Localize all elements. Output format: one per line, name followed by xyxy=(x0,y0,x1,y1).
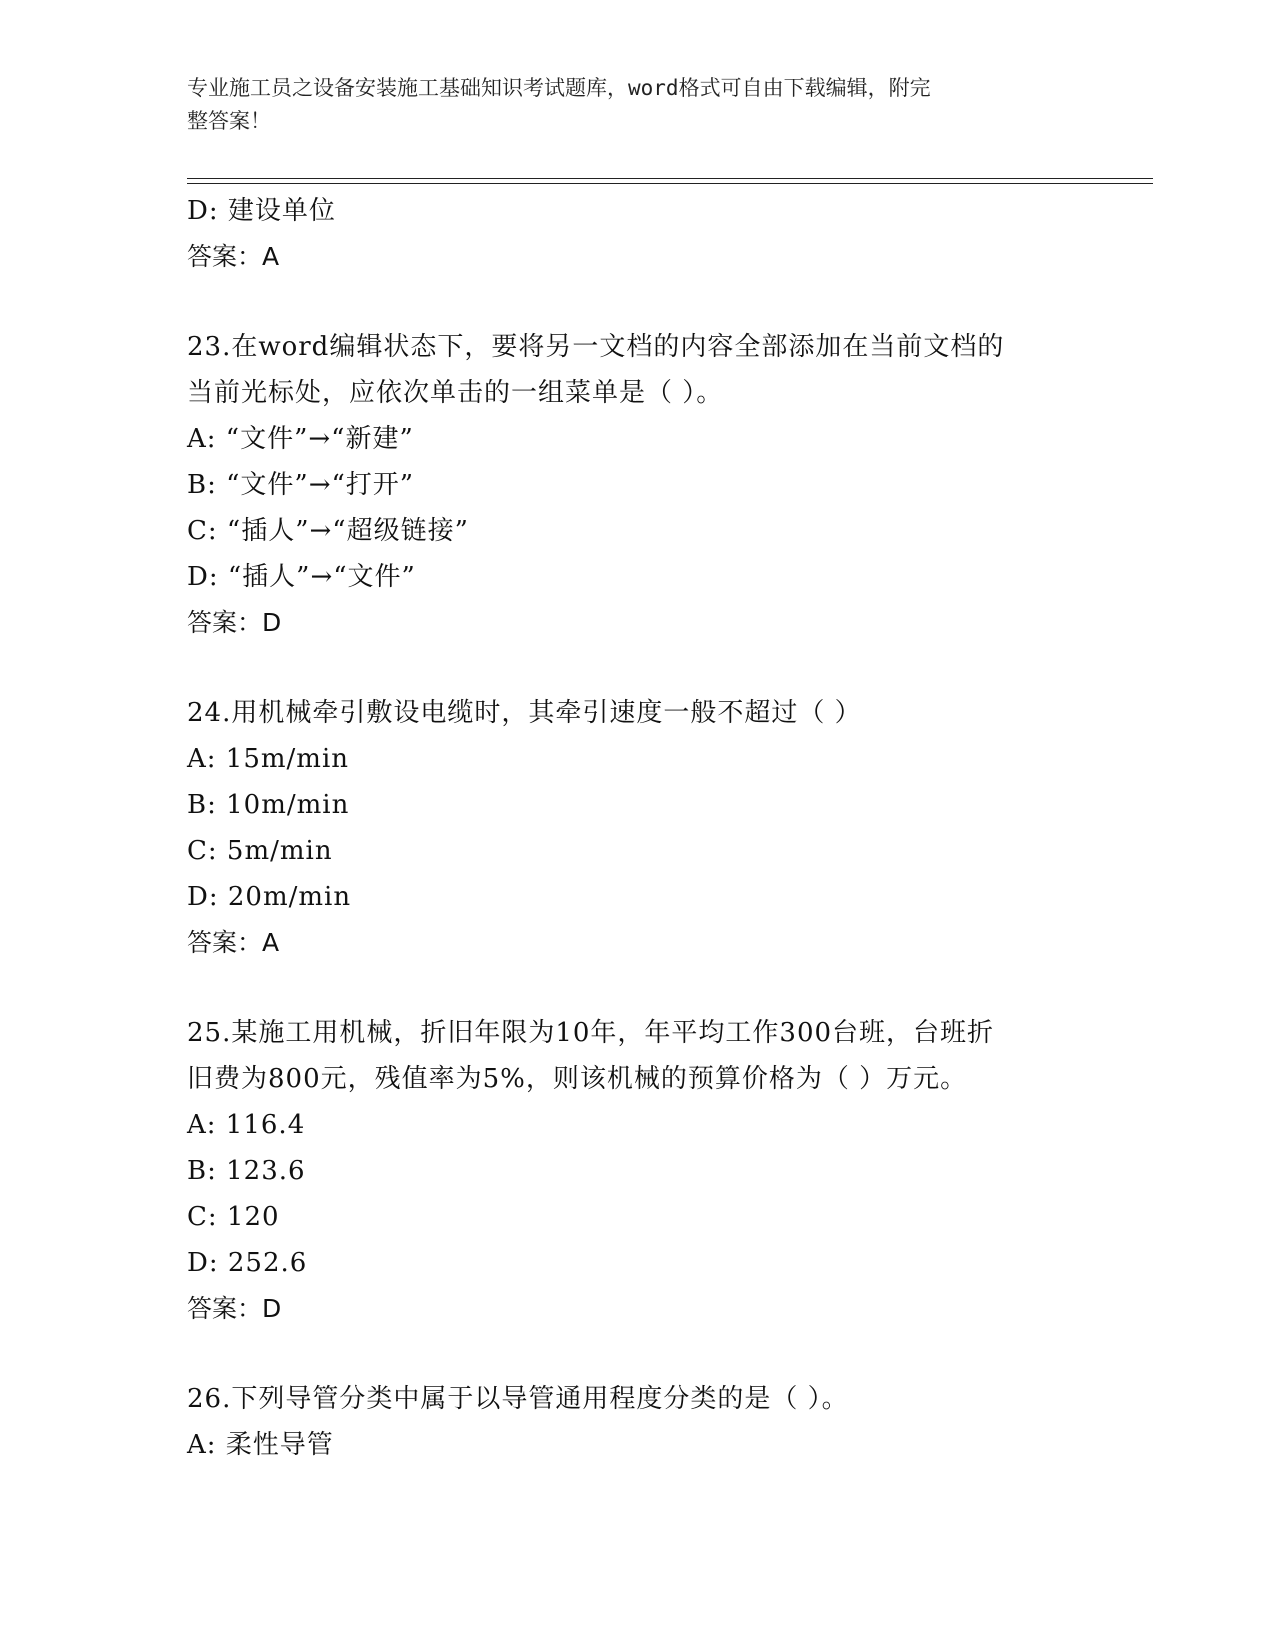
option-c: C: 5m/min xyxy=(187,836,333,866)
option-d: D: 建设单位 xyxy=(187,196,336,226)
answer-label: 答案：A xyxy=(187,242,280,271)
question-stem: 26.下列导管分类中属于以导管通用程度分类的是（ ）。 xyxy=(187,1384,849,1414)
answer-label: 答案：D xyxy=(187,1294,282,1323)
question-25 xyxy=(187,1010,1087,1332)
option-a: A: “文件”→“新建” xyxy=(187,424,414,454)
option-b: B: 10m/min xyxy=(187,790,350,820)
option-b: B: “文件”→“打开” xyxy=(187,470,415,500)
question-23 xyxy=(187,324,1087,646)
option-d: D: 252.6 xyxy=(187,1248,308,1278)
option-c: C: “插人”→“超级链接” xyxy=(187,516,469,546)
header-rule-bottom xyxy=(187,183,1153,184)
header-line-2: 整答案！ xyxy=(187,109,271,133)
option-a: A: 15m/min xyxy=(187,744,350,774)
option-c: C: 120 xyxy=(187,1202,280,1232)
question-24 xyxy=(187,690,1087,966)
header-line-1: 专业施工员之设备安装施工基础知识考试题库，word格式可自由下载编辑，附完 xyxy=(187,76,931,100)
question-stem: 25.某施工用机械，折旧年限为10年，年平均工作300台班，台班折 xyxy=(187,1018,995,1048)
option-a: A: 116.4 xyxy=(187,1110,306,1140)
question-stem-cont: 当前光标处，应依次单击的一组菜单是（ ）。 xyxy=(187,378,724,408)
question-stem: 23.在word编辑状态下，要将另一文档的内容全部添加在当前文档的 xyxy=(187,332,1005,362)
answer-label: 答案：A xyxy=(187,928,280,957)
question-22-tail xyxy=(187,188,1087,280)
option-a: A: 柔性导管 xyxy=(187,1430,334,1460)
document-header xyxy=(187,72,1087,138)
answer-label: 答案：D xyxy=(187,608,282,637)
option-d: D: 20m/min xyxy=(187,882,352,912)
question-list xyxy=(187,188,1087,1468)
question-stem-cont: 旧费为800元，残值率为5%，则该机械的预算价格为（ ）万元。 xyxy=(187,1064,968,1094)
option-b: B: 123.6 xyxy=(187,1156,306,1186)
option-d: D: “插人”→“文件” xyxy=(187,562,416,592)
header-rule-top xyxy=(187,178,1153,179)
question-stem: 24.用机械牵引敷设电缆时，其牵引速度一般不超过（ ） xyxy=(187,698,862,728)
question-26 xyxy=(187,1376,1087,1468)
